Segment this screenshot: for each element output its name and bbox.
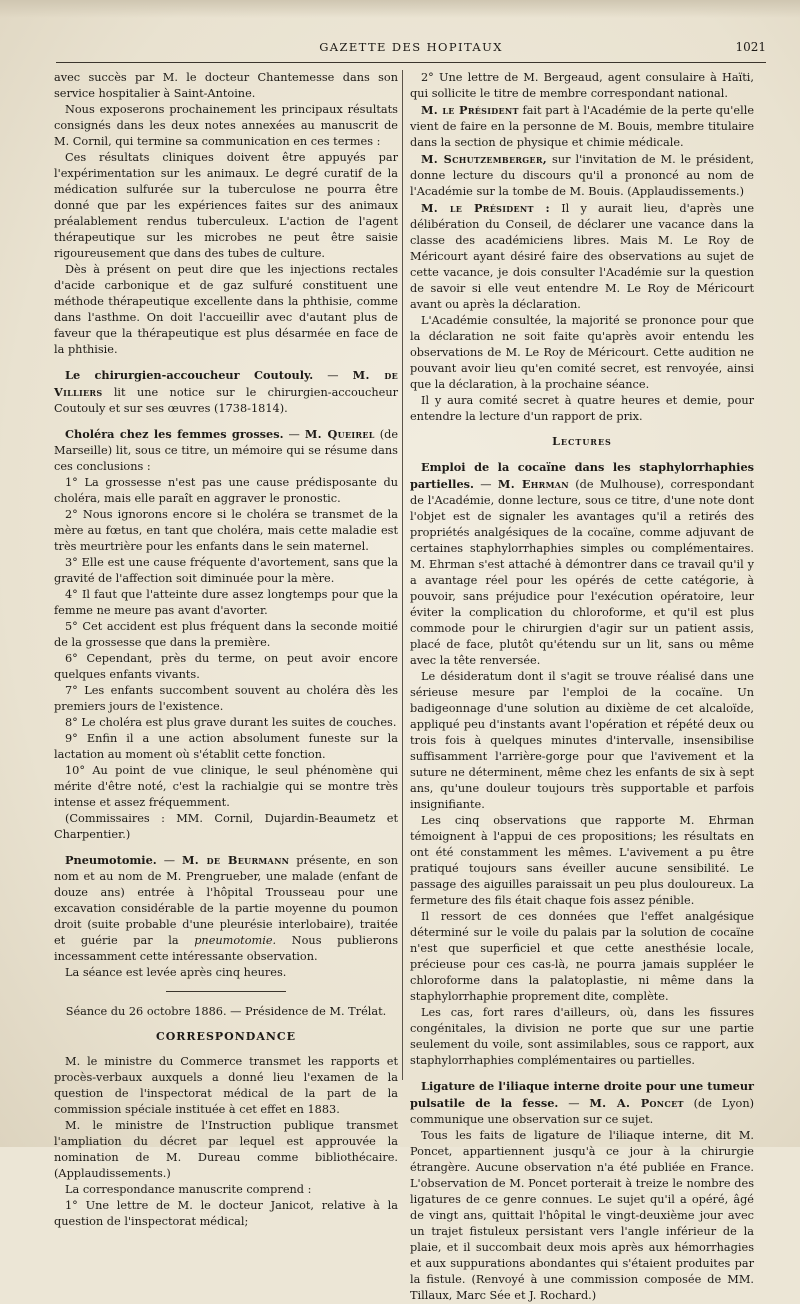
- page-header: [56, 40, 766, 62]
- article-author: M. A. Poncet: [589, 1096, 684, 1110]
- paragraph: L'Académie consultée, la majorité se prononce pour que la déclaration ne soit faite qu'après avoir entendu les observations de M. Le Roy de Méricourt. Cette audition ne pouvant avoir lieu qu'en comité secret, est renvoyée, ainsi que la déclaration, à la prochaine séance.: [410, 314, 754, 391]
- article-title: Emploi de la cocaïne dans les staphylorrhaphies partielles.: [410, 460, 754, 491]
- paragraph-text: Il y aurait lieu, d'après une délibération du Conseil, de déclarer une vacance dans la classe des académiciens libres. Mais M. Le Roy de Méricourt ayant désiré faire des observations au sujet de cette vacance, je dois consulter l'Académie sur la question de savoir si elle veut entendre M. Le Roy de Méricourt avant ou après la déclaration.: [410, 202, 754, 311]
- speaker-name: M. Schutzemberger,: [421, 152, 548, 166]
- article-pneumotomie: Pneumotomie. — M. de Beurmann présente, en son nom et au nom de M. Prengrueber, une malade (enfant de douze ans) entrée à l'hôpital Trousseau pour une excavation considérable de la partie moyenne du poumon droit (suite probable d'une pleurésie interlobaire), traitée et guérie par la pneumotomie. Nous publierons incessamment cette intéressante observation.: [54, 853, 399, 963]
- article-text: (de Marseille) lit, sous ce titre, un mémoire qui se résume dans ces conclusions :: [54, 428, 399, 473]
- paragraph: Il y aura comité secret à quatre heures et demie, pour entendre la lecture d'un rapport de prix.: [410, 394, 754, 423]
- paragraph: M. le ministre du Commerce transmet les rapports et procès-verbaux auxquels a donné lieu l'examen de la question de l'inspectorat médical de la part de la commission spéciale instituée à cet effet en 1883.: [54, 1055, 398, 1116]
- paragraph: Il ressort de ces données que l'effet analgésique déterminé sur le voile du palais par la solution de cocaïne n'est que superficiel et que cette anesthésie locale, précieuse pour ces cas-là, ne pourra jamais suppléer le chloroforme dans la palatoplastie, ni même dans la staphylorrhaphie proprement dite, complète.: [410, 910, 754, 1003]
- page-number: 1021: [735, 40, 766, 54]
- paragraph: avec succès par M. le docteur Chantemesse dans son service hospitalier à Saint-Antoine.: [54, 71, 398, 100]
- article-author: M. de Villiers: [54, 368, 399, 399]
- speaker-name: M. le Président: [421, 103, 519, 117]
- conclusion-item: 10° Au point de vue clinique, le seul phénomène qui mérite d'être noté, c'est la rachialgie qui se montre très intense et assez fréquemment.: [54, 764, 398, 809]
- article-cocaine: Emploi de la cocaïne dans les staphylorrhaphies partielles. — M. Ehrman (de Mulhouse), correspondant de l'Académie, donne lecture, sous ce titre, d'une note dont l'objet est de signaler les avantages qu'il a retirés des propriétés analgésiques de la cocaïne, comme adjuvant de certaines staphylorrhaphies simples ou complémentaires. M. Ehrman s'est attaché à démontrer dans ce travail qu'il y a avantage réel pour les opérés de cette catégorie, à pouvoir, sans préjudice pour l'exécution opératoire, leur éviter la complication du chloroforme, et qu'il est plus commode pour le chirurgien d'agir sur un patient assis, placé de face, plutôt qu'étendu sur un lit, sans ou même avec la tête renversée.: [410, 460, 754, 667]
- paragraph: Les cas, fort rares d'ailleurs, où, dans les fissures congénitales, la division ne porte que sur une partie seulement du voile, sont assimilables, sous ce rapport, aux staphylorrhaphies complémentaires ou partielles.: [410, 1006, 754, 1067]
- paragraph: [410, 200, 754, 313]
- article-text: présente, en son nom et au nom de M. Prengrueber, une malade (enfant de douze ans) entrée à l'hôpital Trousseau pour une excavation considérable de la partie moyenne du poumon droit (suite probable d'une pleurésie interlobaire), traitée et guérie par la: [54, 854, 399, 947]
- conclusion-item: 4° Il faut que l'atteinte dure assez longtemps pour que la femme ne meure pas avant d'avorter.: [54, 588, 398, 617]
- paragraph-text: sur l'invitation de M. le président, donne lecture du discours qu'il a prononcé au nom de l'Académie sur la tombe de M. Bouis. (Applaudissements.): [410, 153, 754, 198]
- paragraph: M. le ministre de l'Instruction publique transmet l'ampliation du décret par lequel est approuvée la nomination de M. Dureau comme bibliothécaire. (Applaudissements.): [54, 1119, 398, 1180]
- running-title: GAZETTE DES HOPITAUX: [319, 40, 503, 54]
- seance-heading: Séance du 26 octobre 1886. — Présidence de M. Trélat.: [65, 1005, 387, 1018]
- paragraph: Le désideratum dont il s'agit se trouve réalisé dans une sérieuse mesure par l'emploi de la cocaïne. Un badigeonnage d'une solution au dixième de cet alcaloïde, appliqué peu d'instants avant l'opération et répété deux ou trois fois à quelques minutes d'intervalle, insensibilise suffisamment l'arrière-gorge pour que l'avivement et la suture ne déterminent, même chez les enfants de six à sept ans, qu'une douleur toujours très supportable et parfois insignifiante.: [410, 670, 754, 811]
- article-cholera: Choléra chez les femmes grosses. — M. Queirel (de Marseille) lit, sous ce titre, un mémoire qui se résume dans ces conclusions :: [54, 427, 399, 473]
- conclusion-item: 6° Cependant, près du terme, on peut avoir encore quelques enfants vivants.: [54, 652, 398, 681]
- article-title: Choléra chez les femmes grosses.: [65, 427, 284, 441]
- page-edge-shadow: [0, 0, 800, 18]
- article-coutouly: Le chirurgien-accoucheur Coutouly. — M. de Villiers lit une notice sur le chirurgien-accoucheur Coutouly et sur ses œuvres (1738-1814).: [54, 368, 399, 415]
- closing-line: La séance est levée après cinq heures.: [65, 966, 287, 979]
- paragraph-text: fait part à l'Académie de la perte qu'elle vient de faire en la personne de M. Bouis, membre titulaire dans la section de physique et chimie médicale.: [410, 104, 755, 149]
- correspondance-heading: CORRESPONDANCE: [155, 1030, 297, 1043]
- lectures-heading: Lectures: [552, 435, 612, 448]
- paragraph: 2° Une lettre de M. Bergeaud, agent consulaire à Haïti, qui sollicite le titre de membre correspondant national.: [410, 71, 754, 100]
- article-text: (de Lyon) communique une observation sur ce sujet.: [410, 1097, 755, 1126]
- article-author: M. de Beurmann: [182, 853, 290, 867]
- paragraph: Nous exposerons prochainement les principaux résultats consignés dans les deux notes annexées au manuscrit de M. Cornil, qui termine sa communication en ces termes :: [54, 103, 398, 148]
- paragraph: [410, 102, 754, 151]
- paragraph: [410, 151, 754, 200]
- article-title: Ligature de l'iliaque interne droite pour une tumeur pulsatile de la fesse.: [410, 1079, 754, 1110]
- article-text: Nous publierons incessamment cette intéressante observation.: [54, 934, 399, 963]
- article-author: M. Ehrman: [497, 477, 569, 491]
- left-column: [54, 70, 399, 1228]
- right-column: [410, 70, 755, 1302]
- commissaires-note: (Commissaires : MM. Cornil, Dujardin-Beaumetz et Charpentier.): [54, 812, 398, 841]
- conclusion-item: 2° Nous ignorons encore si le choléra se transmet de la mère au fœtus, en tant que choléra, mais cette maladie est très meurtrière pour les enfants dans le sein maternel.: [54, 508, 398, 553]
- article-text: lit une notice sur le chirurgien-accoucheur Coutouly et sur ses œuvres (1738-1814).: [54, 386, 398, 415]
- conclusion-item: 8° Le choléra est plus grave durant les suites de couches.: [65, 716, 397, 729]
- article-ligature: Ligature de l'iliaque interne droite pour une tumeur pulsatile de la fesse. — M. A. Poncet (de Lyon) communique une observation sur ce sujet.: [410, 1079, 755, 1126]
- speaker-name: M. le Président :: [421, 201, 551, 215]
- conclusion-item: 9° Enfin il a une action absolument funeste sur la lactation au moment où s'établit cette fonction.: [54, 732, 398, 761]
- paragraph: 1° Une lettre de M. le docteur Janicot, relative à la question de l'inspectorat médical;: [54, 1199, 398, 1228]
- article-author: M. Queirel: [304, 427, 375, 441]
- paragraph: Ces résultats cliniques doivent être appuyés par l'expérimentation sur les animaux. Le degré curatif de la médication sulfurée sur la tuberculose ne pourra être donné que par les expériences faites sur des animaux préalablement rendus tuberculeux. L'action de l'agent thérapeutique sur les microbes ne peut être saisie rigoureusement que dans des tubes de culture.: [54, 151, 398, 260]
- paragraph: Les cinq observations que rapporte M. Ehrman témoignent à l'appui de ces propositions; les résultats en ont été constamment les mêmes. L'avivement a pu être pratiqué toujours sans éveiller aucune sensibilité. Le passage des aiguilles paraissait un peu plus douloureux. La fermeture des fils était chaque fois assez pénible.: [410, 814, 754, 907]
- conclusion-item: 7° Les enfants succombent souvent au choléra dès les premiers jours de l'existence.: [54, 684, 398, 713]
- article-title: Pneumotomie.: [65, 853, 157, 867]
- article-title: Le chirurgien-accoucheur Coutouly.: [65, 368, 314, 382]
- article-italic-term: pneumotomie.: [194, 934, 277, 947]
- column-divider: [402, 70, 403, 1080]
- article-text: (de Mulhouse), correspondant de l'Académie, donne lecture, sous ce titre, d'une note dont l'objet est de signaler les avantages qu'il a retirés des propriétés analgésiques de la cocaïne, comme adjuvant de certaines staphylorrhaphies simples ou complémentaires. M. Ehrman s'est attaché à démontrer dans ce travail qu'il y a avantage réel pour les opérés de cette catégorie, à pouvoir, sans préjudice pour l'exécution opératoire, leur éviter la complication du chloroforme, et qu'il est plus commode pour le chirurgien d'agir sur un patient assis, placé de face, plutôt qu'étendu sur un lit, sans ou même avec la tête renversée.: [410, 478, 754, 667]
- paragraph: Tous les faits de ligature de l'iliaque interne, dit M. Poncet, appartiennent jusqu'à ce jour à la chirurgie étrangère. Aucune observation n'a été publiée en France. L'observation de M. Poncet porterait à treize le nombre des ligatures de ce genre connues. Le sujet qu'il a opéré, âgé de vingt ans, quittait l'hôpital le vingt-deuxième jour avec un trajet fistuleux persistant vers l'angle inférieur de la plaie, et il succombait deux mois après aux hémorrhagies et aux suppurations abondantes qui s'étaient produites par la fistule. (Renvoyé à une commission composée de MM. Tillaux, Marc Sée et J. Rochard.): [410, 1129, 754, 1302]
- paragraph: Dès à présent on peut dire que les injections rectales d'acide carbonique et de gaz sulfuré constituent une méthode thérapeutique excellente dans la phthisie, comme dans l'asthme. On doit l'accueillir avec d'autant plus de faveur que la thérapeutique est plus désarmée en face de la phthisie.: [54, 263, 398, 356]
- section-separator: [166, 991, 286, 992]
- paragraph: La correspondance manuscrite comprend :: [65, 1183, 312, 1196]
- conclusion-item: 1° La grossesse n'est pas une cause prédisposante du choléra, mais elle paraît en aggraver le pronostic.: [54, 476, 398, 505]
- conclusion-item: 5° Cet accident est plus fréquent dans la seconde moitié de la grossesse que dans la première.: [54, 620, 398, 649]
- header-rule: [56, 62, 766, 63]
- conclusion-item: 3° Elle est une cause fréquente d'avortement, sans que la gravité de l'affection soit diminuée pour la mère.: [54, 556, 398, 585]
